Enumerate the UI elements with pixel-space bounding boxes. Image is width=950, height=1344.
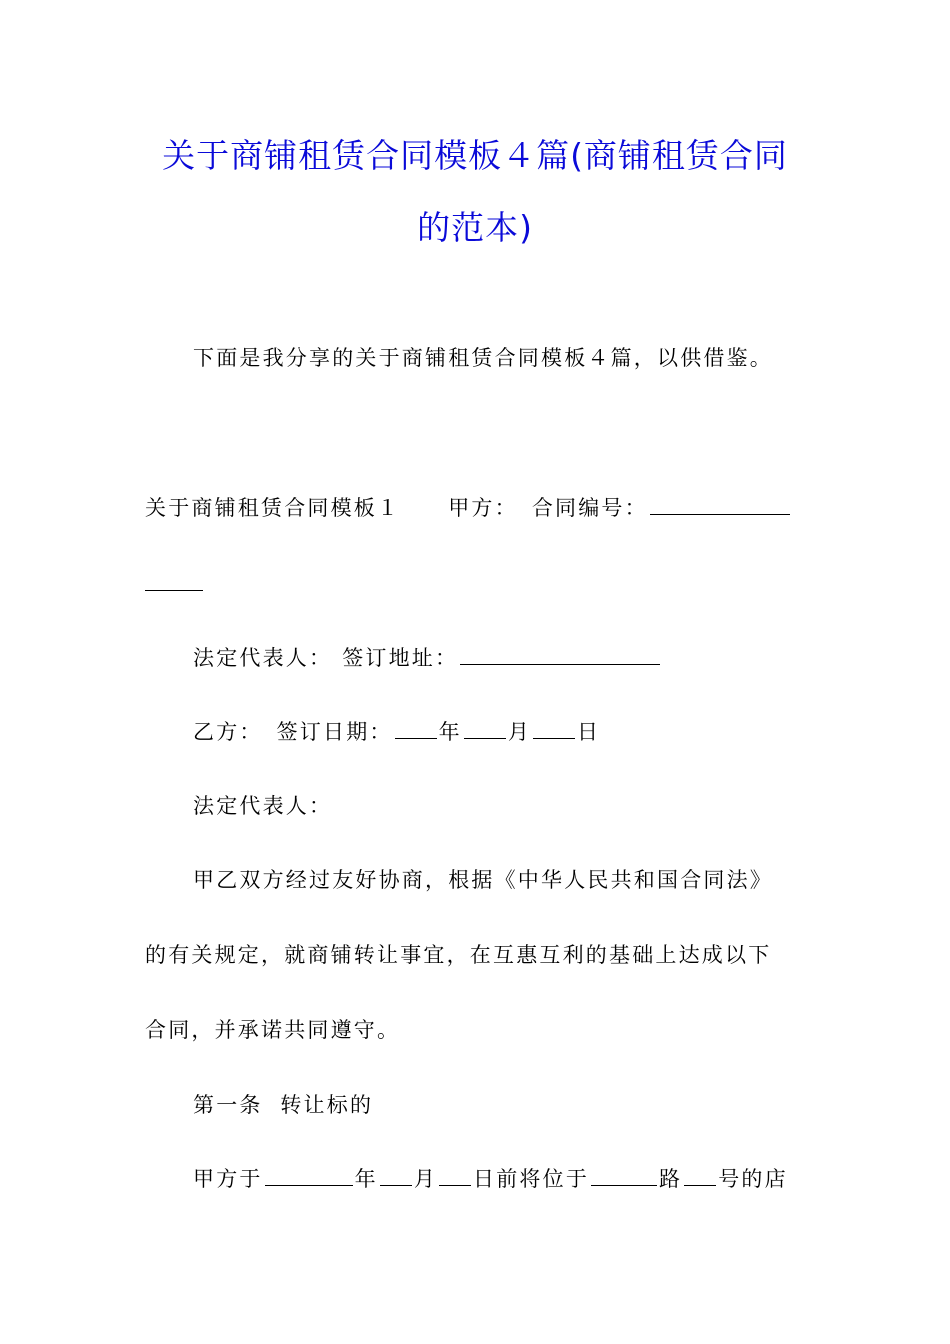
clause-month-blank[interactable] [380,1165,412,1186]
legal-rep-b-label: 法定代表人： [193,794,333,818]
clause-year-label: 年 [354,1167,378,1191]
article-1-heading: 第一条 转让标的 [193,1093,374,1117]
clause-road-label: 路 [659,1167,683,1191]
intro-paragraph: 下面是我分享的关于商铺租赁合同模板４篇，以供借鉴。 [193,346,773,370]
paragraph-1-line-2: 的有关规定，就商铺转让事宜，在互惠互利的基础上达成以下 [145,943,772,967]
party-b-row [193,718,600,746]
contract-number-blank[interactable] [650,494,790,515]
clause-day-blank[interactable] [439,1165,471,1186]
sign-month-blank[interactable] [464,718,506,739]
party-a-label: 甲方： [448,496,518,520]
clause-year-blank[interactable] [265,1165,353,1186]
clause-row [193,1165,788,1193]
party-b-label: 乙方： [193,720,263,744]
sign-day-blank[interactable] [533,718,575,739]
clause-number-blank[interactable] [684,1165,716,1186]
clause-day-label: 日前将位于 [473,1167,590,1191]
section-heading-row [145,494,792,522]
paragraph-1-line-1: 甲乙双方经过友好协商，根据《中华人民共和国合同法》 [193,868,773,892]
sign-address-blank[interactable] [460,644,660,665]
clause-month-label: 月 [413,1167,438,1191]
clause-road-blank[interactable] [591,1165,657,1186]
contract-number-blank-continued[interactable] [145,570,203,591]
month-label: 月 [507,720,532,744]
contract-number-label: 合同编号： [531,496,648,520]
sign-address-label: 签订地址： [342,646,459,670]
paragraph-1-line-3: 合同，并承诺共同遵守。 [145,1018,401,1042]
day-label: 日 [577,720,601,744]
sign-date-label: 签订日期： [276,720,393,744]
sign-year-blank[interactable] [395,718,437,739]
clause-number-label: 号的店 [718,1167,788,1191]
legal-rep-a-label: 法定代表人： [193,646,333,670]
document-title-line-1: 关于商铺租赁合同模板４篇(商铺租赁合同 [162,136,788,175]
section-heading: 关于商铺租赁合同模板１ [145,496,401,520]
clause-start: 甲方于 [193,1167,263,1191]
contract-number-blank-continued-row [145,570,205,598]
year-label: 年 [438,720,462,744]
legal-rep-a-row [193,644,662,672]
document-title-line-2: 的范本) [417,208,533,247]
